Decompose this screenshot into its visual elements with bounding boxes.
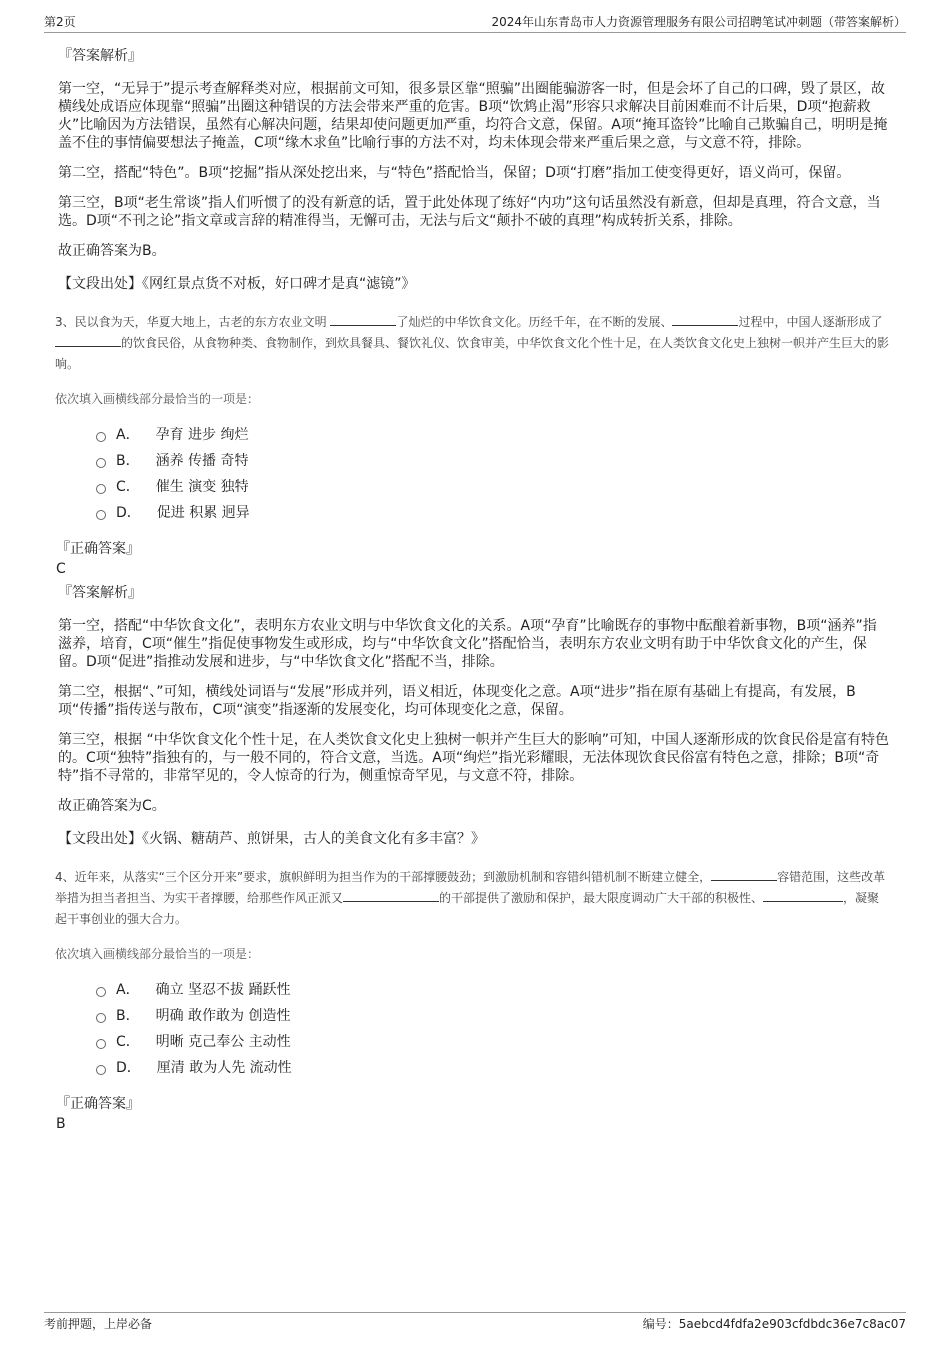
- radio-icon[interactable]: [96, 1013, 106, 1023]
- correct-answer: C: [56, 561, 66, 577]
- fill-blank: [711, 867, 777, 881]
- option-a[interactable]: A． 孕育 进步 绚烂: [96, 427, 890, 453]
- option-a[interactable]: A． 确立 坚忍不拔 踊跃性: [96, 982, 890, 1008]
- passage-source: 【文段出处】《网红景点货不对板，好口碑才是真“滤镜”》: [58, 276, 416, 292]
- page-footer: [44, 1312, 906, 1333]
- option-b[interactable]: B． 明确 敢作敢为 创造性: [96, 1008, 890, 1034]
- analysis-label: 『答案解析』: [58, 585, 142, 601]
- option-c[interactable]: C． 明晰 克己奉公 主动性: [96, 1034, 890, 1060]
- page-number: 第2页: [44, 15, 76, 29]
- option-c[interactable]: C． 催生 演变 独特: [96, 479, 890, 505]
- analysis-label: 『答案解析』: [58, 48, 142, 64]
- radio-icon[interactable]: [96, 510, 106, 520]
- conclusion: 故正确答案为C。: [58, 798, 166, 814]
- option-d[interactable]: D． 厘清 敢为人先 流动性: [96, 1060, 890, 1086]
- document-title: 2024年山东青岛市人力资源管理服务有限公司招聘笔试冲刺题（带答案解析）: [491, 15, 906, 29]
- conclusion: 故正确答案为B。: [58, 243, 166, 259]
- radio-icon[interactable]: [96, 987, 106, 997]
- question-prompt: 依次填入画横线部分最恰当的一项是：: [55, 392, 260, 406]
- fill-blank: [763, 888, 843, 902]
- option-d[interactable]: D． 促进 积累 迥异: [96, 505, 890, 531]
- option-b[interactable]: B． 涵养 传播 奇特: [96, 453, 890, 479]
- document-id: 编号：5aebcd4fdfa2e903cfdbdc36e7c8ac07: [642, 1317, 906, 1331]
- footer-slogan: 考前押题，上岸必备: [44, 1317, 153, 1331]
- analysis-paragraph-2: 第二空，搭配“特色”。B项“挖掘”指从深处挖出来，与“特色”搭配恰当，保留；D项“打磨”指加工使变得更好，语义尚可，保留。: [58, 165, 851, 181]
- page-header: [44, 12, 906, 33]
- analysis-paragraph-1: 第一空，搭配“中华饮食文化”，表明东方农业文明与中华饮食文化的关系。A项“孕育”比喻既存的事物中酝酿着新事物，B项“涵养”指滋养，培育，C项“催生”指促使事物发生或形成，均与“中华饮食文化”搭配恰当，表明东方农业文明有助于中华饮食文化的产生，保留。D项“促进”指推动发展和进步，与“中华饮食文化”搭配不当，排除。: [58, 618, 877, 670]
- correct-answer-label: 『正确答案』: [56, 1096, 140, 1112]
- fill-blank: [55, 333, 121, 347]
- fill-blank: [672, 312, 738, 326]
- question-4: 4、近年来，从落实“三个区分开来”要求，旗帜鲜明为担当作为的干部撑腰鼓劲；到激励机制和容错纠错机制不断建立健全， 容错范围，这些改革举措为担当者担当、为实干者撑腰，给那些作风正派又 的干部提供了激励和保护，最大限度调动广大干部的积极性、 ，凝聚起干事创业的强大合力。: [55, 867, 890, 930]
- radio-icon[interactable]: [96, 1039, 106, 1049]
- question-prompt: 依次填入画横线部分最恰当的一项是：: [55, 947, 260, 961]
- options-list: [96, 427, 890, 531]
- radio-icon[interactable]: [96, 1065, 106, 1075]
- fill-blank: [343, 888, 439, 902]
- correct-answer-label: 『正确答案』: [56, 541, 140, 557]
- analysis-paragraph-3: 第三空，B项“老生常谈”指人们听惯了的没有新意的话，置于此处体现了练好“内功”这句话虽然没有新意，但却是真理，符合文意，当选。D项“不刊之论”指文章或言辞的精准得当，无懈可击，无法与后文“颠扑不破的真理”构成转折关系，排除。: [58, 195, 881, 229]
- correct-answer: B: [56, 1116, 66, 1132]
- analysis-paragraph-2: 第二空，根据“、”可知，横线处词语与“发展”形成并列，语义相近，体现变化之意。A项“进步”指在原有基础上有提高，有发展，B项“传播”指传送与散布，C项“演变”指逐渐的发展变化，均可体现变化之意，保留。: [58, 684, 856, 718]
- radio-icon[interactable]: [96, 484, 106, 494]
- radio-icon[interactable]: [96, 432, 106, 442]
- analysis-paragraph-1: 第一空，“无异于”提示考查解释类对应，根据前文可知，很多景区靠“照骗”出圈能骗游客一时，但是会坏了自己的口碑，毁了景区，故横线处成语应体现靠“照骗”出圈这种错误的方法会带来严重的危害。B项“饮鸩止渴”形容只求解决目前困难而不计后果，D项“抱薪救火”比喻因为方法错误，虽然有心解决问题，结果却使问题更加严重，均符合文意，保留。A项“掩耳盗铃”比喻自己欺骗自己，明明是掩盖不住的事情偏要想法子掩盖，C项“缘木求鱼”比喻行事的方法不对，均未体现会带来严重后果之意，与文意不符，排除。: [58, 81, 888, 151]
- analysis-paragraph-3: 第三空，根据 “中华饮食文化个性十足，在人类饮食文化史上独树一帜并产生巨大的影响”可知，中国人逐渐形成的饮食民俗是富有特色的。C项“独特”指独有的，与一般不同的，符合文意，当选。A项“绚烂”指光彩耀眼，无法体现饮食民俗富有特色之意，排除；B项“奇特”指不寻常的，非常罕见的，令人惊奇的行为，侧重惊奇罕见，与文意不符，排除。: [58, 732, 889, 784]
- passage-source: 【文段出处】《火锅、糖葫芦、煎饼果，古人的美食文化有多丰富？》: [58, 831, 485, 847]
- document-body: [55, 46, 890, 1138]
- fill-blank: [330, 312, 396, 326]
- radio-icon[interactable]: [96, 458, 106, 468]
- question-3: 3、民以食为天，华夏大地上，古老的东方农业文明 了灿烂的中华饮食文化。历经千年，在不断的发展、 过程中，中国人逐渐形成了的饮食民俗，从食物种类、食物制作，到炊具餐具、餐饮礼仪、饮食审美，中华饮食文化个性十足，在人类饮食文化史上独树一帜并产生巨大的影响。: [55, 312, 890, 375]
- options-list: [96, 982, 890, 1086]
